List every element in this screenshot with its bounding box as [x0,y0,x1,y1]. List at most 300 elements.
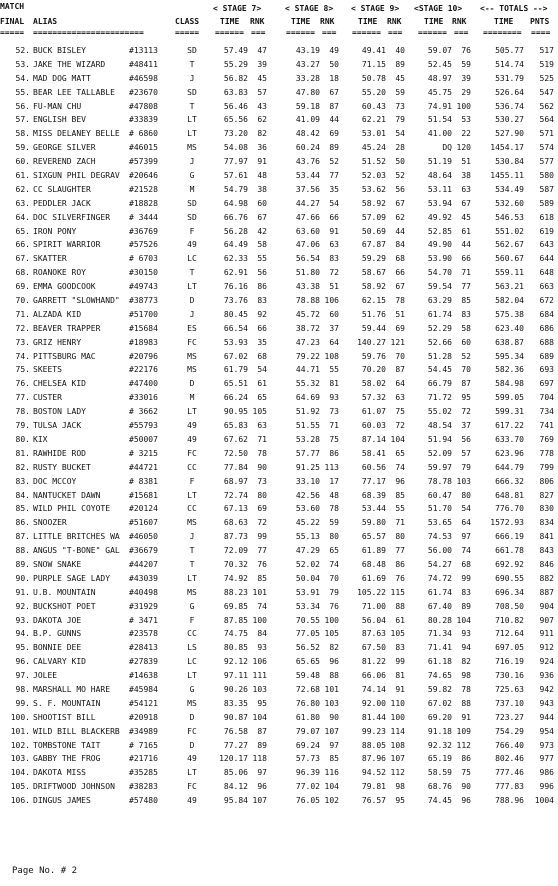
cell-t9: 49.41 [361,46,386,55]
cell-alias: DOC SILVERFINGER [33,212,111,222]
cell-alias: JOLEE [33,671,58,681]
cell-t9: 59.76 [361,351,386,361]
table-row [0,447,558,461]
cell-r8: 91 [329,226,339,236]
table-row [0,322,558,336]
cell-pts: 942 [539,684,554,694]
cell-alias: SPIRIT WARRIOR [33,240,101,250]
cell-t8: 59.18 [295,101,320,111]
cell-tot: 514.74 [495,59,524,69]
cell-t10: 51.19 [427,157,452,167]
cell-final: 82. [15,462,30,472]
cell-tot: 766.40 [495,740,524,750]
cell-class: T [189,546,195,556]
cell-num: #57399 [129,157,158,167]
table-row [0,391,558,405]
cell-t9: 58.92 [361,198,386,208]
table-row [0,780,558,794]
cell-r10: 38 [461,171,471,181]
cell-tot: 692.92 [495,559,524,569]
cell-r9: 86 [395,559,405,569]
cell-r8: 89 [329,143,339,153]
cell-t8: 76.05 [295,796,320,806]
table-row [0,697,558,711]
cell-alias: CC SLAUGHTER [33,184,91,194]
cell-class: T [189,559,195,569]
cell-tot: 623.40 [495,323,524,333]
cell-t10: 54.45 [427,365,452,375]
cell-t7: 74.75 [223,629,248,639]
cell-t9: 66.06 [361,671,386,681]
cell-r10: 53 [461,115,471,125]
cell-r8: 63 [329,240,339,250]
cell-r7: 63 [257,421,267,431]
cell-t9: 88.05 [361,740,386,750]
cell-tot: 560.67 [495,254,524,264]
cell-t10: 60.47 [427,490,452,500]
cell-r7: 69 [257,504,267,514]
header-rnk-7: RNK [250,17,265,26]
cell-tot: 777.83 [495,782,524,792]
cell-t8: 61.80 [295,712,320,722]
cell-num: #27839 [129,657,158,667]
cell-alias: ANGUS "T-BONE" GAL [33,546,120,556]
cell-r7: 100 [252,615,267,625]
cell-tot: 776.70 [495,504,524,514]
cell-class: SD [187,212,197,222]
cell-r7: 85 [257,573,267,583]
cell-r8: 116 [324,768,339,778]
cell-class: D [189,379,195,389]
cell-r10: 51 [461,157,471,167]
cell-r9: 84 [395,240,405,250]
cell-r8: 75 [329,434,339,444]
cell-alias: WILD PHIL COYOTE [33,504,111,514]
cell-alias: S. F. MOUNTAIN [33,698,101,708]
cell-r8: 96 [329,657,339,667]
cell-r7: 60 [257,198,267,208]
cell-alias: ENGLISH BEV [33,115,86,125]
cell-class: LT [187,282,197,292]
cell-r7: 82 [257,129,267,139]
cell-final: 85. [15,504,30,514]
cell-final: 92. [15,601,30,611]
cell-r9: 121 [390,337,405,347]
cell-num: #33839 [129,115,158,125]
cell-final: 99. [15,698,30,708]
cell-r10: 80 [461,490,471,500]
cell-t8: 43.19 [295,46,320,55]
cell-t10: 61.74 [427,309,452,319]
cell-t8: 56.54 [295,254,320,264]
cell-final: 97. [15,671,30,681]
cell-t10: 55.02 [427,407,452,417]
cell-t10: 59.97 [427,462,452,472]
cell-t8: 91.25 [295,462,320,472]
cell-r10: 58 [461,323,471,333]
cell-r9: 88 [395,601,405,611]
cell-tot: 666.19 [495,532,524,542]
cell-t10: 80.28 [427,615,452,625]
cell-t7: 54.08 [223,143,248,153]
cell-pts: 574 [539,143,554,153]
cell-t8: 38.72 [295,323,320,333]
cell-class: ES [187,323,197,333]
cell-tot: 599.31 [495,407,524,417]
cell-r7: 55 [257,254,267,264]
cell-t8: 47.29 [295,546,320,556]
cell-pts: 996 [539,782,554,792]
cell-t10: 67.02 [427,698,452,708]
cell-t7: 87.85 [223,615,248,625]
cell-tot: 536.74 [495,101,524,111]
rule-pts: ==== [531,28,551,37]
cell-t10: 52.45 [427,59,452,69]
cell-alias: FU-MAN CHU [33,101,82,111]
cell-r7: 86 [257,282,267,292]
cell-t10: 68.76 [427,782,452,792]
cell-final: 77. [15,393,30,403]
cell-num: #36679 [129,546,158,556]
cell-t9: 60.56 [361,462,386,472]
cell-tot: 725.63 [495,684,524,694]
cell-alias: DINGUS JAMES [33,796,91,806]
cell-t7: 54.79 [223,184,248,194]
table-row [0,308,558,322]
cell-class: M [189,184,195,194]
cell-class: LT [187,490,197,500]
cell-r7: 118 [252,754,267,764]
cell-r8: 37 [329,323,339,333]
cell-t9: 58.92 [361,282,386,292]
cell-r8: 54 [329,198,339,208]
cell-t9: 60.43 [361,101,386,111]
cell-r10: 39 [461,73,471,83]
cell-class: F [189,615,195,625]
cell-pts: 688 [539,337,554,347]
cell-r7: 97 [257,768,267,778]
cell-t8: 53.91 [295,587,320,597]
table-row [0,766,558,780]
cell-r10: 67 [461,198,471,208]
cell-class: 49 [187,434,197,444]
cell-r7: 104 [252,712,267,722]
cell-t9: 62.21 [361,115,386,125]
cell-t8: 52.02 [295,559,320,569]
cell-num: #31929 [129,601,158,611]
cell-t7: 77.97 [223,157,248,167]
cell-t7: 55.29 [223,59,248,69]
cell-final: 102. [10,740,30,750]
cell-alias: RAWHIDE ROD [33,448,86,458]
cell-t10: 66.79 [427,379,452,389]
cell-final: 74. [15,351,30,361]
cell-pts: 689 [539,351,554,361]
cell-r8: 93 [329,393,339,403]
cell-num: # 3444 [129,212,158,222]
cell-r8: 113 [324,462,339,472]
cell-tot: 599.05 [495,393,524,403]
table-row [0,641,558,655]
cell-r9: 51 [395,309,405,319]
cell-t7: 90.26 [223,684,248,694]
cell-r8: 87 [329,101,339,111]
cell-t9: 87.14 [361,434,386,444]
cell-r10: 60 [461,337,471,347]
cell-t9: 61.07 [361,407,386,417]
cell-t8: 55.32 [295,379,320,389]
cell-r10: 74 [461,546,471,556]
cell-r9: 74 [395,462,405,472]
cell-t9: 70.20 [361,365,386,375]
cell-pts: 643 [539,240,554,250]
cell-r9: 108 [390,740,405,750]
cell-t9: 53.01 [361,129,386,139]
cell-r9: 99 [395,657,405,667]
cell-t7: 62.91 [223,268,248,278]
cell-pts: 734 [539,407,554,417]
cell-class: FC [187,782,197,792]
cell-r9: 79 [395,115,405,125]
cell-pts: 830 [539,504,554,514]
table-row [0,489,558,503]
cell-final: 70. [15,296,30,306]
cell-final: 55. [15,87,30,97]
cell-t9: 81.22 [361,657,386,667]
cell-t8: 79.07 [295,726,320,736]
cell-t9: 55.20 [361,87,386,97]
cell-r7: 58 [257,240,267,250]
cell-tot: 1454.17 [490,143,524,153]
cell-r10: 99 [461,573,471,583]
cell-final: 71. [15,309,30,319]
cell-num: # 3215 [129,448,158,458]
cell-alias: GEORGE SILVER [33,143,96,153]
cell-tot: 559.11 [495,268,524,278]
cell-r7: 101 [252,587,267,597]
cell-t9: 68.48 [361,559,386,569]
cell-t10: 52.09 [427,448,452,458]
cell-r10: 85 [461,296,471,306]
cell-t8: 50.04 [295,573,320,583]
table-row [0,655,558,669]
cell-class: LT [187,768,197,778]
cell-alias: CUSTER [33,393,62,403]
cell-alias: TULSA JACK [33,421,82,431]
cell-r7: 77 [257,546,267,556]
cell-alias: SNOW SNAKE [33,559,82,569]
cell-pts: 806 [539,476,554,486]
cell-t7: 65.83 [223,421,248,431]
header-pnts: PNTS [530,17,550,26]
cell-tot: 716.19 [495,657,524,667]
cell-alias: BEAVER TRAPPER [33,323,101,333]
cell-r8: 80 [329,532,339,542]
cell-t8: 56.52 [295,643,320,653]
table-row [0,544,558,558]
cell-pts: 741 [539,421,554,431]
cell-t7: 76.58 [223,726,248,736]
table-row [0,739,558,753]
cell-r9: 28 [395,143,405,153]
cell-class: T [189,268,195,278]
cell-tot: 551.02 [495,226,524,236]
cell-pts: 571 [539,129,554,139]
cell-t7: 68.97 [223,476,248,486]
cell-r9: 67 [395,198,405,208]
cell-t10: 53.65 [427,518,452,528]
cell-r9: 105 [390,629,405,639]
cell-r7: 91 [257,157,267,167]
cell-final: 56. [15,101,30,111]
cell-tot: 644.79 [495,462,524,472]
rule-final: ===== [0,28,25,37]
cell-r9: 114 [390,726,405,736]
cell-tot: 582.36 [495,365,524,375]
cell-t7: 53.93 [223,337,248,347]
cell-r10: 86 [461,754,471,764]
table-row [0,155,558,169]
cell-alias: SIXGUN PHIL DEGRAV [33,171,120,181]
cell-r7: 39 [257,59,267,69]
table-row [0,294,558,308]
table-row [0,405,558,419]
cell-class: MS [187,143,197,153]
cell-t7: 77.27 [223,740,248,750]
cell-r10: 59 [461,59,471,69]
cell-tot: 666.32 [495,476,524,486]
cell-r9: 59 [395,87,405,97]
table-row [0,572,558,586]
cell-r9: 98 [395,782,405,792]
cell-r10: 91 [461,712,471,722]
cell-t7: 67.62 [223,434,248,444]
cell-r8: 74 [329,559,339,569]
cell-class: SD [187,46,197,55]
cell-pts: 936 [539,671,554,681]
cell-r9: 55 [395,504,405,514]
table-row [0,238,558,252]
cell-num: #44721 [129,462,158,472]
table-row [0,419,558,433]
cell-r8: 71 [329,421,339,431]
cell-final: 81. [15,448,30,458]
cell-r9: 40 [395,46,405,55]
cell-class: D [189,296,195,306]
table-row [0,211,558,225]
cell-pts: 778 [539,448,554,458]
cell-t7: 56.28 [223,226,248,236]
cell-num: #51700 [129,309,158,319]
cell-t10: 45.75 [427,87,452,97]
cell-final: 73. [15,337,30,347]
cell-tot: 623.96 [495,448,524,458]
cell-t7: 56.46 [223,101,248,111]
cell-r10: 75 [461,768,471,778]
cell-t10: DQ [442,143,452,153]
cell-class: G [189,171,195,181]
cell-r10: 70 [461,365,471,375]
cell-r9: 83 [395,643,405,653]
cell-t7: 120.17 [219,754,248,764]
table-row [0,350,558,364]
cell-class: G [189,684,195,694]
cell-t10: 51.70 [427,504,452,514]
cell-t9: 77.17 [361,476,386,486]
cell-final: 64. [15,212,30,222]
cell-r9: 64 [395,379,405,389]
cell-t10: 41.00 [427,129,452,139]
cell-r10: 57 [461,448,471,458]
cell-num: #23578 [129,629,158,639]
cell-pts: 693 [539,365,554,375]
cell-alias: CHELSEA KID [33,379,86,389]
table-header [0,0,558,50]
cell-t9: 57.09 [361,212,386,222]
cell-r8: 100 [324,615,339,625]
cell-r7: 66 [257,323,267,333]
cell-final: 91. [15,587,30,597]
cell-r9: 69 [395,323,405,333]
cell-t9: 53.44 [361,504,386,514]
cell-pts: 672 [539,296,554,306]
table-row [0,475,558,489]
cell-final: 61. [15,171,30,181]
cell-r8: 65 [329,546,339,556]
cell-t7: 97.11 [223,671,248,681]
cell-r9: 115 [390,587,405,597]
cell-t7: 73.20 [223,129,248,139]
cell-r7: 38 [257,184,267,194]
cell-alias: EMMA GOODCOOK [33,282,96,292]
header-rnk-9: RNK [387,17,402,26]
cell-tot: 754.29 [495,726,524,736]
table-row [0,725,558,739]
cell-t8: 44.27 [295,198,320,208]
cell-t7: 57.61 [223,171,248,181]
table-row [0,141,558,155]
cell-t9: 58.67 [361,268,386,278]
cell-r9: 96 [395,476,405,486]
cell-class: 49 [187,754,197,764]
cell-final: 101. [10,726,30,736]
cell-r7: 56 [257,268,267,278]
cell-r10: 45 [461,212,471,222]
cell-class: MS [187,518,197,528]
cell-t10: 74.65 [427,671,452,681]
cell-r9: 87 [395,365,405,375]
cell-t10: 61.18 [427,657,452,667]
cell-r7: 76 [257,559,267,569]
cell-pts: 944 [539,712,554,722]
cell-tot: 534.49 [495,184,524,194]
table-row [0,502,558,516]
cell-alias: GABBY THE FROG [33,754,101,764]
cell-t8: 69.24 [295,740,320,750]
rule-time-7: ====== [215,28,244,37]
cell-t10: 71.34 [427,629,452,639]
cell-r8: 67 [329,87,339,97]
cell-t10: 74.91 [427,101,452,111]
cell-t8: 43.76 [295,157,320,167]
cell-alias: ALZADA KID [33,309,82,319]
cell-class: T [189,59,195,69]
cell-pts: 587 [539,184,554,194]
cell-t10: 48.97 [427,73,452,83]
cell-t8: 51.80 [295,268,320,278]
rule-time-9: ====== [352,28,381,37]
cell-t9: 81.44 [361,712,386,722]
